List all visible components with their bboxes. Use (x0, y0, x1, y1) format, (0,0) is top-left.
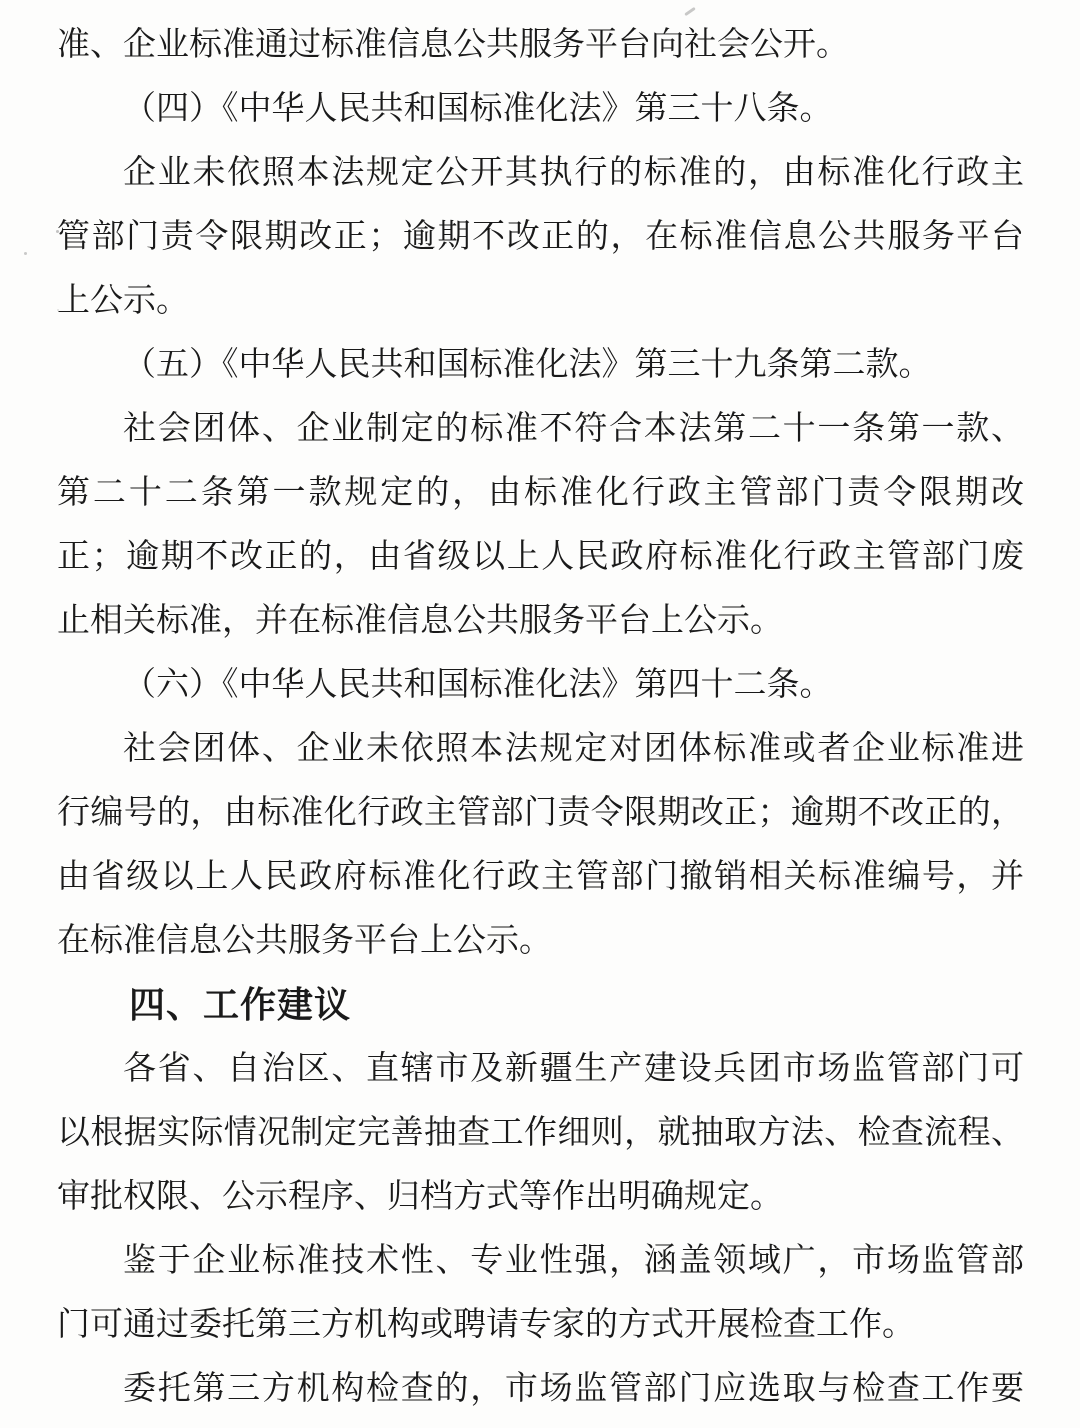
text-line-11: （六）《中华人民共和国标准化法》第四十二条。 (123, 667, 833, 703)
text-line-5: 上公示。 (57, 283, 189, 319)
text-line-20: 鉴于企业标准技术性、专业性强，涵盖领域广，市场监管部 (123, 1243, 1024, 1279)
text-line-2: （四）《中华人民共和国标准化法》第三十八条。 (123, 91, 833, 127)
text-line-12: 社会团体、企业未依照本法规定对团体标准或者企业标准进 (123, 731, 1024, 767)
text-line-18: 以根据实际情况制定完善抽查工作细则，就抽取方法、检查流程、 (57, 1115, 1024, 1151)
text-line-22: 委托第三方机构检查的，市场监管部门应选取与检查工作要 (123, 1371, 1024, 1407)
section-heading: 四、工作建议 (129, 984, 352, 1025)
text-line-10: 止相关标准，并在标准信息公共服务平台上公示。 (57, 603, 783, 639)
document-body (57, 13, 1024, 1421)
text-line-7: 社会团体、企业制定的标准不符合本法第二十一条第一款、 (123, 411, 1024, 447)
text-line-13: 行编号的，由标准化行政主管部门责令限期改正；逾期不改正的， (57, 795, 1024, 831)
text-line-19: 审批权限、公示程序、归档方式等作出明确规定。 (57, 1179, 783, 1215)
text-line-21: 门可通过委托第三方机构或聘请专家的方式开展检查工作。 (57, 1307, 915, 1343)
text-line-1: 准、企业标准通过标准信息公共服务平台向社会公开。 (57, 27, 849, 63)
text-line-3: 企业未依照本法规定公开其执行的标准的，由标准化行政主 (123, 155, 1024, 191)
text-line-17: 各省、自治区、直辖市及新疆生产建设兵团市场监管部门可 (123, 1051, 1024, 1087)
text-line-14: 由省级以上人民政府标准化行政主管部门撤销相关标准编号，并 (57, 859, 1024, 895)
text-line-6: （五）《中华人民共和国标准化法》第三十九条第二款。 (123, 347, 932, 383)
text-line-9: 正；逾期不改正的，由省级以上人民政府标准化行政主管部门废 (57, 539, 1024, 575)
text-line-8: 第二十二条第一款规定的，由标准化行政主管部门责令限期改 (57, 475, 1024, 511)
text-line-15: 在标准信息公共服务平台上公示。 (57, 923, 552, 959)
scan-speck (24, 252, 27, 255)
text-line-4: 管部门责令限期改正；逾期不改正的，在标准信息公共服务平台 (57, 219, 1024, 255)
